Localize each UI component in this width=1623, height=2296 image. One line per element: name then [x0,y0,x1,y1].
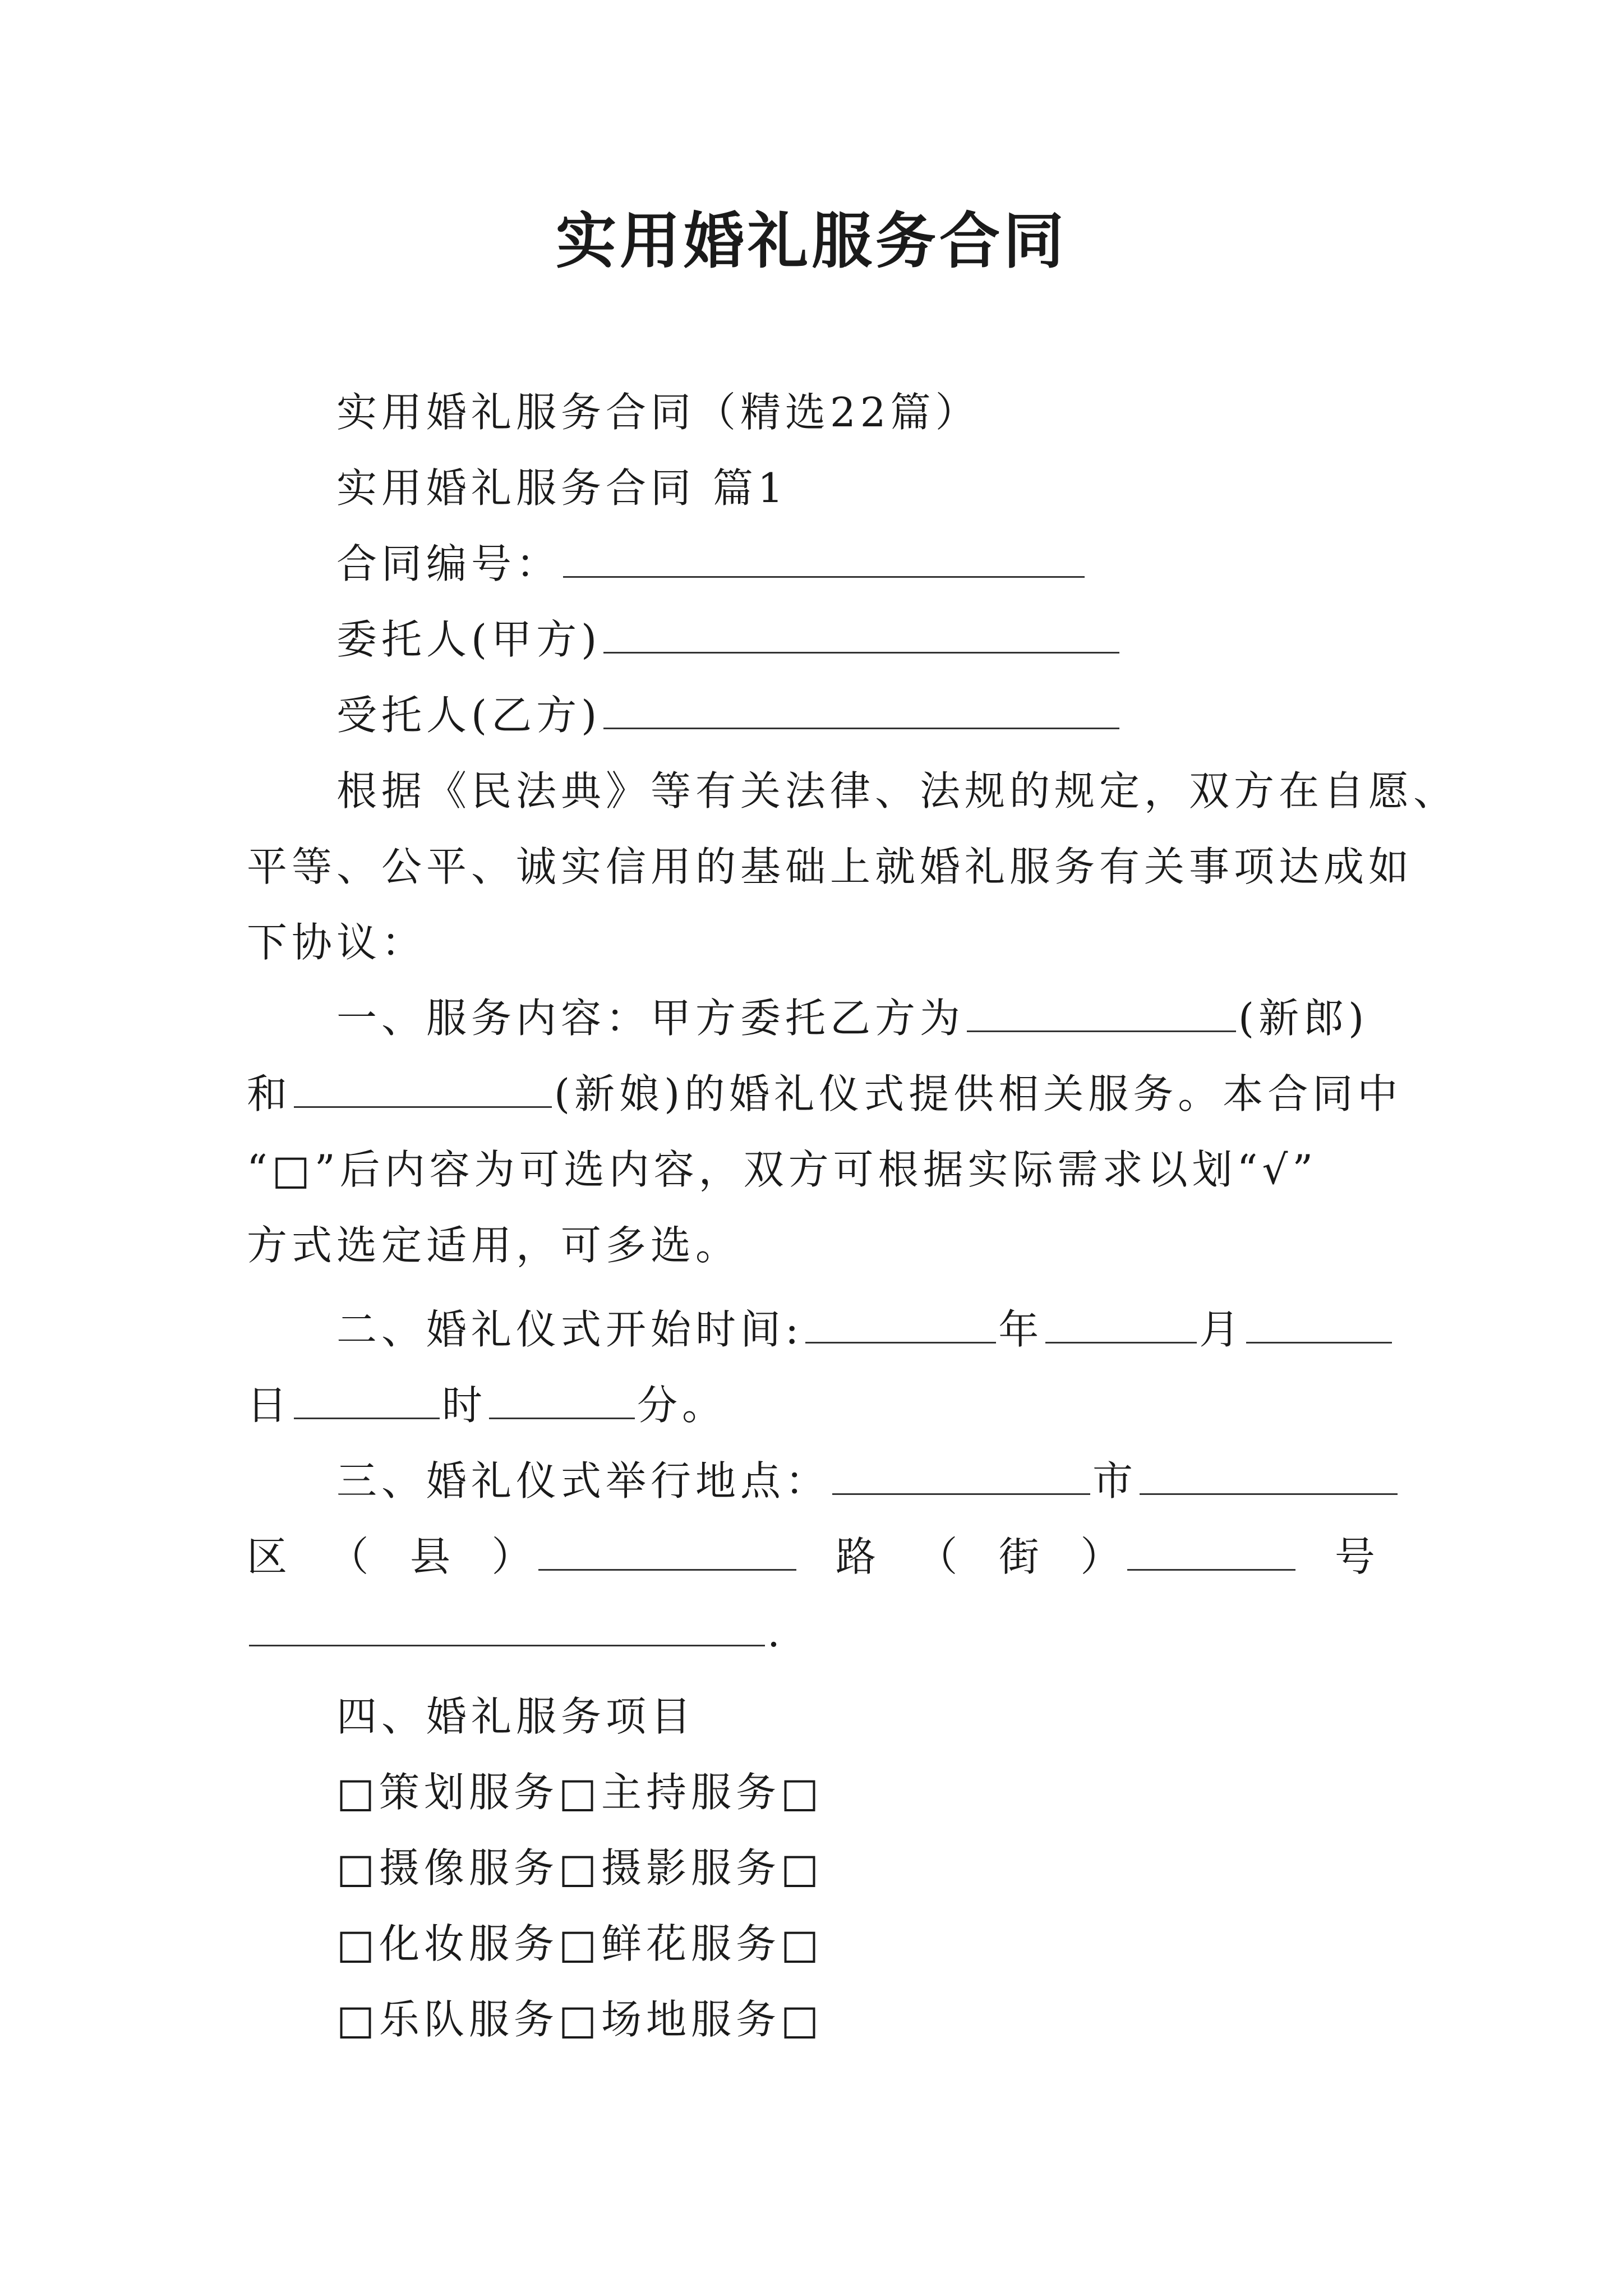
party-a-label: 委托人(甲方) [336,616,602,663]
number-blank [1127,1530,1295,1571]
intro-line-1: 根据《民法典》等有关法律、法规的规定，双方在自愿、 [336,767,1459,815]
close-paren-2: ） [1080,1533,1126,1580]
and-label: 和 [247,1070,292,1117]
party-b-label: 受托人(乙方) [336,692,602,739]
day-label: 日 [247,1382,292,1429]
intro-line-2: 平等、公平、诚实信用的基础上就婚礼服务有关事项达成如 [247,843,1414,890]
clause-1-line-4: 方式选定适用，可多选。 [247,1222,741,1269]
service-option-row: □摄像服务□摄影服务□ [336,1844,824,1892]
clause-1-line-3: “□”后内容为可选内容，双方可根据实际需求以划“√” [247,1146,1318,1193]
close-paren: ） [491,1533,537,1580]
year-blank [805,1303,996,1343]
clause-3-line-3 [247,1604,785,1660]
minute-blank [489,1378,635,1419]
open-paren-2: （ [917,1533,962,1580]
road-label: 路 [835,1533,880,1580]
city-label: 市 [1092,1457,1138,1504]
clause-2-prefix: 二、婚礼仪式开始时间: [336,1306,804,1353]
clause-3-prefix: 三、婚礼仪式举行地点： [336,1457,831,1504]
bride-label: (新娘)的婚礼仪式提供相关服务。本合同中 [554,1070,1403,1117]
city-blank [832,1454,1090,1495]
clause-3-line-2 [247,1529,1380,1585]
hour-blank [294,1378,440,1419]
clause-1-line-1 [336,990,1368,1046]
month-blank [1045,1303,1197,1343]
number-label: 号 [1334,1533,1380,1580]
open-paren: （ [328,1533,374,1580]
contract-number-label: 合同编号： [336,540,561,587]
street-label: 街 [998,1533,1044,1580]
party-b-blank [603,688,1119,729]
hour-label: 时 [442,1382,487,1429]
district-blank [1140,1454,1398,1495]
bride-name-blank [294,1067,552,1108]
minute-label: 分。 [637,1382,727,1429]
county-label: 县 [409,1533,455,1580]
address-row [247,1529,1380,1585]
document-subtitle: 实用婚礼服务合同（精选22篇） [336,389,980,436]
contract-number-field [336,536,1087,592]
service-option-row: □乐队服务□场地服务□ [336,1996,824,2043]
clause-2-line-2 [247,1377,727,1433]
clause-1-line-2 [247,1066,1402,1122]
road-blank [538,1530,796,1571]
groom-name-blank [967,991,1236,1032]
groom-label: (新郎) [1238,995,1369,1042]
party-a-field [336,611,1122,668]
address-end-mark: . [767,1609,785,1656]
year-label: 年 [998,1306,1044,1353]
address-detail-blank [249,1605,765,1646]
document-title: 实用婚礼服务合同 [555,206,1067,277]
intro-line-3: 下协议： [247,919,427,966]
clause-3-line-1 [336,1453,1400,1509]
street-close-group [1080,1529,1298,1585]
county-close-group [491,1529,799,1585]
day-blank [1246,1303,1392,1343]
district-label: 区 [247,1533,292,1580]
clause-4-heading: 四、婚礼服务项目 [336,1693,696,1740]
month-label: 月 [1199,1306,1244,1353]
service-option-row: □策划服务□主持服务□ [336,1769,824,1816]
section-heading: 实用婚礼服务合同 篇1 [336,464,788,512]
service-option-row: □化妆服务□鲜花服务□ [336,1920,824,1967]
clause-2-line-1 [336,1301,1394,1358]
party-b-field [336,687,1122,743]
clause-1-prefix: 一、服务内容：甲方委托乙方为 [336,995,965,1042]
contract-number-blank [563,537,1085,578]
party-a-blank [603,613,1119,654]
